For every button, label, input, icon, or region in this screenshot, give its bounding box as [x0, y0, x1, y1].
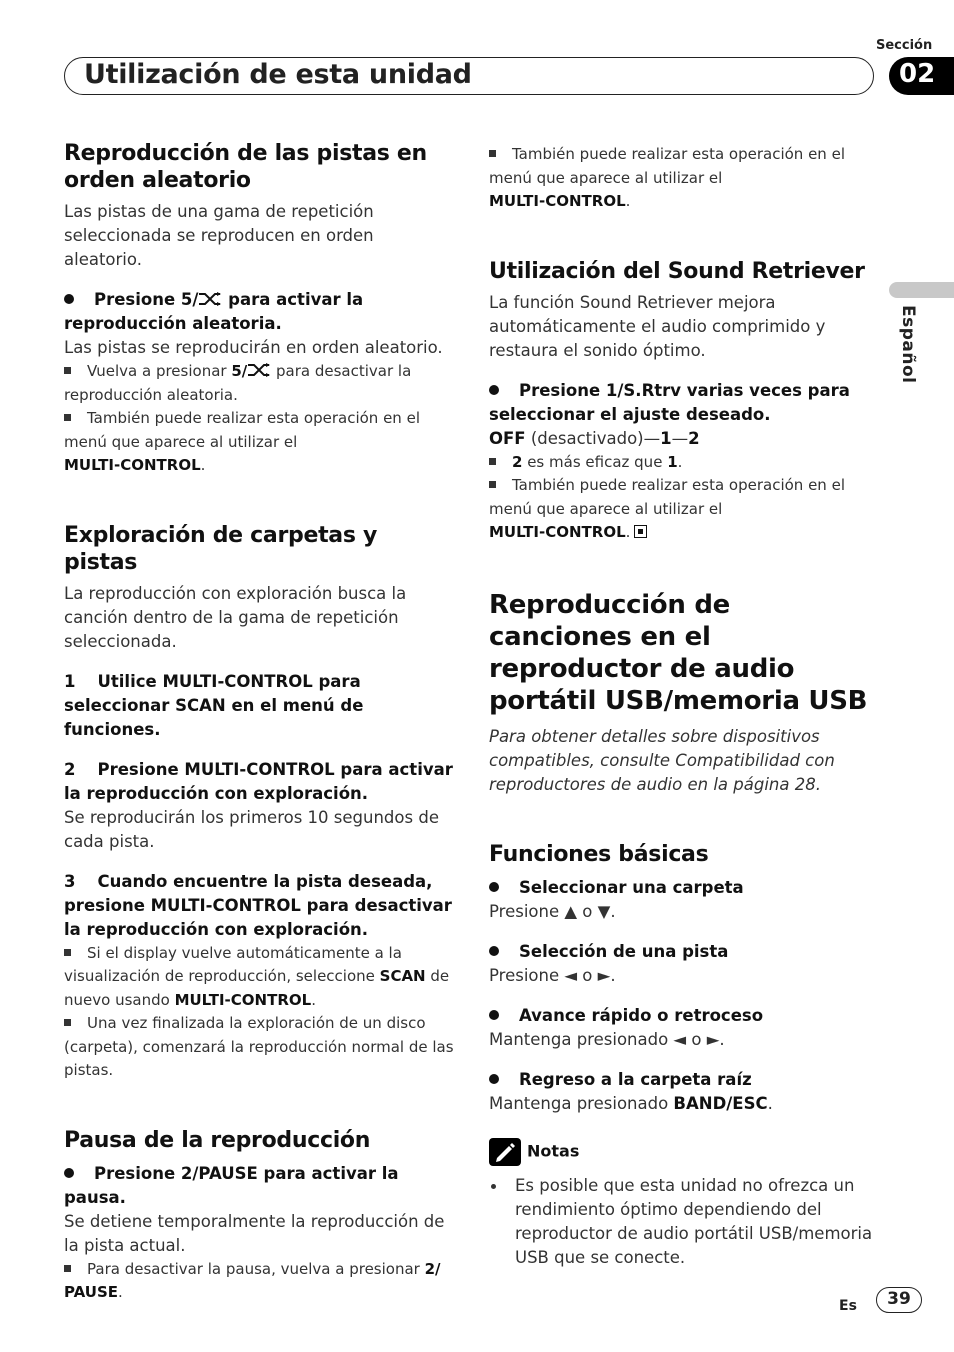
- shuffle-intro: Las pistas de una gama de repetición seleccionada se reproducen en orden aleatorio.: [64, 202, 374, 269]
- basics-heading: Funciones básicas: [489, 841, 709, 867]
- scan-step-1: 1 Utilice MULTI-CONTROL para seleccionar SCAN en el menú de funciones.: [64, 671, 364, 739]
- basics-item-desc: Mantenga presionado ◄ o ►.: [489, 1029, 725, 1049]
- end-of-section-icon: [634, 525, 647, 538]
- scan-note-1: Si el display vuelve automáticamente a la visualización de reproducción, seleccione SCAN de nuevo usando MULTI-CONTROL.: [64, 943, 450, 1009]
- basics-item-desc: Mantenga presionado BAND/ESC.: [489, 1093, 773, 1113]
- pause-result: Se detiene temporalmente la reproducción de la pista actual.: [64, 1211, 445, 1255]
- shuffle-heading: Reproducción de las pistas en orden aleatorio: [64, 141, 427, 193]
- square-bullet-icon: [64, 1265, 71, 1272]
- language-tab: [889, 282, 954, 298]
- sound-retriever-intro: La función Sound Retriever mejora automáticamente el audio comprimido y restaura el sonido óptimo.: [489, 292, 826, 360]
- scan-note-2: Una vez finalizada la exploración de un disco (carpeta), comenzará la reproducción normal de las pistas.: [64, 1014, 454, 1079]
- usb-intro: Para obtener detalles sobre dispositivos compatibles, consulte Compatibilidad con reproductores de audio en la página 28.: [489, 726, 835, 794]
- section-label: Sección: [876, 38, 933, 53]
- scan-intro: La reproducción con exploración busca la canción dentro de la gama de repetición seleccionada.: [64, 583, 407, 651]
- usb-heading: Reproducción de canciones en el reproductor de audio portátil USB/memoria USB: [489, 589, 868, 716]
- basics-item-title: Avance rápido o retroceso: [489, 1004, 879, 1028]
- pause-note: Para desactivar la pausa, vuelva a presionar 2/ PAUSE.: [64, 1259, 441, 1301]
- sound-retriever-step: Presione 1/S.Rtrv varias veces para seleccionar el ajuste deseado.: [489, 380, 850, 424]
- footer-language-code: Es: [839, 1298, 857, 1314]
- note-item: Es posible que esta unidad no ofrezca un rendimiento óptimo dependiendo del reproductor de audio portátil USB/memoria USB que se conecte.: [489, 1174, 879, 1270]
- bullet-icon: [64, 1168, 74, 1178]
- basics-item-title: Seleccionar una carpeta: [489, 876, 879, 900]
- sound-retriever-note-2: También puede realizar esta operación en el menú que aparece al utilizar el MULTI-CONTROL.: [489, 476, 845, 541]
- square-bullet-icon: [489, 150, 496, 157]
- square-bullet-icon: [64, 949, 71, 956]
- shuffle-step: Presione 5/ para activar la reproducción aleatoria.: [64, 290, 364, 333]
- sound-retriever-heading: Utilización del Sound Retriever: [489, 258, 865, 284]
- bullet-icon: [489, 1010, 499, 1020]
- bullet-icon: [489, 1074, 499, 1084]
- square-bullet-icon: [64, 367, 71, 374]
- basics-item-title: Regreso a la carpeta raíz: [489, 1068, 879, 1092]
- basics-item-title: Selección de una pista: [489, 940, 879, 964]
- scan-step-3: 3 Cuando encuentre la pista deseada, presione MULTI-CONTROL para desactivar la reproducción con exploración.: [64, 871, 452, 939]
- bullet-icon: [64, 294, 74, 304]
- bullet-icon: [489, 882, 499, 892]
- square-bullet-icon: [64, 1019, 71, 1026]
- shuffle-note-1: Vuelva a presionar 5/ para desactivar la reproducción aleatoria.: [64, 362, 412, 404]
- pause-heading: Pausa de la reproducción: [64, 1127, 371, 1153]
- page-number: 39: [876, 1287, 922, 1313]
- top-note: También puede realizar esta operación en el menú que aparece al utilizar el MULTI-CONTROL.: [489, 145, 845, 210]
- bullet-icon: [491, 1184, 496, 1189]
- right-column: [489, 143, 879, 1270]
- page-title: Utilización de esta unidad: [84, 59, 472, 90]
- shuffle-note-2: También puede realizar esta operación en el menú que aparece al utilizar el MULTI-CONTROL.: [64, 409, 420, 474]
- basics-item-desc: Presione ◄ o ►.: [489, 965, 616, 985]
- notes-header: Notas: [489, 1138, 879, 1166]
- scan-step-2: 2 Presione MULTI-CONTROL para activar la reproducción con exploración.: [64, 759, 453, 803]
- shuffle-icon: [198, 290, 222, 309]
- square-bullet-icon: [489, 458, 496, 465]
- square-bullet-icon: [64, 414, 71, 421]
- bullet-icon: [489, 385, 499, 395]
- bullet-icon: [489, 946, 499, 956]
- section-number-badge: 02: [889, 57, 954, 95]
- pencil-note-icon: [489, 1138, 521, 1166]
- sound-retriever-options: OFF (desactivado)—1—2: [489, 428, 700, 448]
- scan-step-2-result: Se reproducirán los primeros 10 segundos de cada pista.: [64, 807, 439, 851]
- square-bullet-icon: [489, 481, 496, 488]
- left-column: [64, 140, 454, 1305]
- sound-retriever-note-1: 2 es más eficaz que 1.: [489, 451, 879, 475]
- shuffle-result: Las pistas se reproducirán en orden aleatorio.: [64, 338, 443, 357]
- scan-heading: Exploración de carpetas y pistas: [64, 522, 378, 575]
- language-label: Español: [898, 305, 918, 384]
- basics-item-desc: Presione ▲ o ▼.: [489, 901, 616, 921]
- pause-step: Presione 2/PAUSE para activar la pausa.: [64, 1163, 399, 1207]
- shuffle-icon: [247, 362, 271, 380]
